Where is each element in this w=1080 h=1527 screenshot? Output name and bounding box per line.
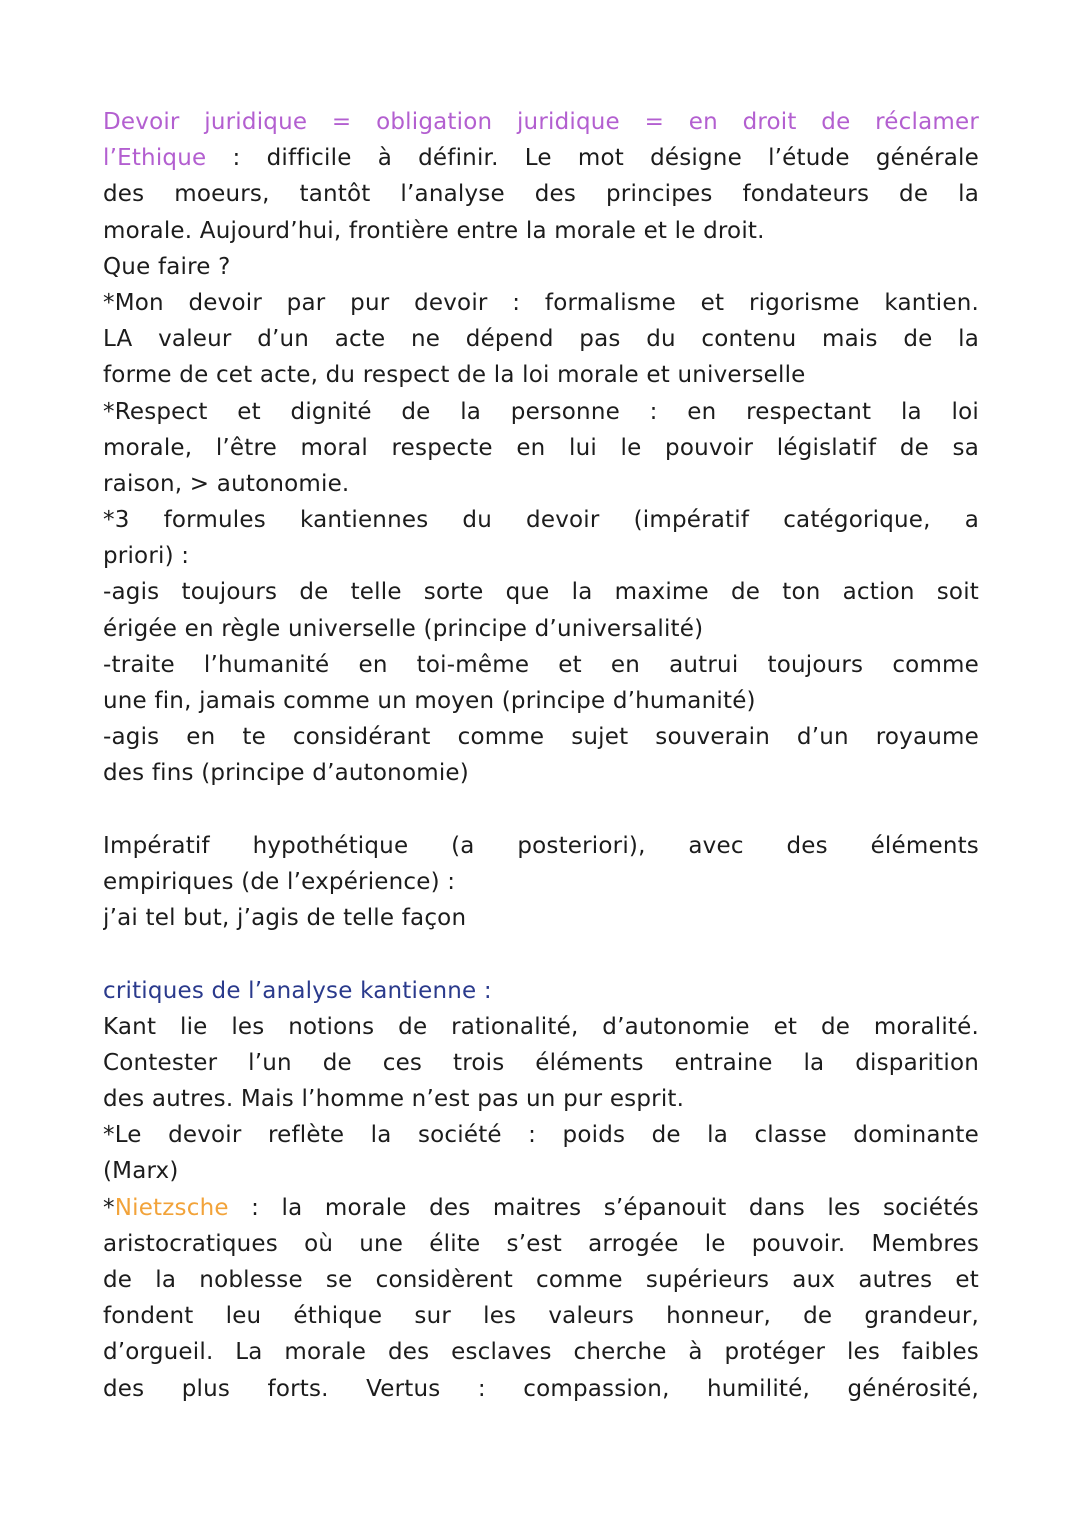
note-text: des moeurs, tantôt l’analyse des principes fondateurs de la [103,181,979,208]
note-line [103,647,979,683]
note-line [103,466,979,502]
note-text: Kant lie les notions de rationalité, d’autonomie et de moralité. [103,1013,979,1040]
note-line [103,1371,979,1407]
note-line [103,430,979,466]
note-line [103,285,979,321]
note-line [103,176,979,212]
highlighted-text: Devoir juridique = obligation juridique = en droit de réclamer [103,109,979,135]
note-line [103,1190,979,1226]
note-line [103,394,979,430]
note-text: des autres. Mais l’homme n’est pas un pur esprit. [103,1086,685,1113]
note-text: * [103,1194,115,1221]
note-text: de la noblesse se considèrent comme supérieurs aux autres et [103,1267,979,1293]
note-line [103,683,979,719]
note-line [103,1226,979,1262]
note-text: -agis en te considérant comme sujet souverain d’un royaume [103,724,979,751]
note-text: : difficile à définir. Le mot désigne l’étude générale [206,145,979,172]
note-text: *Mon devoir par pur devoir : formalisme et rigorisme kantien. [103,289,979,316]
note-text: raison, > autonomie. [103,470,350,497]
note-line [103,1334,979,1370]
handwritten-notes-page [103,104,979,1407]
note-text: Que faire ? [103,253,231,280]
note-line [103,502,979,538]
note-line [103,755,979,791]
note-line [103,213,979,249]
note-line [103,1153,979,1189]
note-line [103,140,979,176]
paragraph-gap [103,792,979,828]
note-text: fondent leu éthique sur les valeurs honneur, de grandeur, [103,1303,979,1330]
highlighted-text: l’Ethique [103,145,207,172]
note-line [103,104,979,140]
note-line [103,1262,979,1298]
note-text: une fin, jamais comme un moyen (principe d’humanité) [103,688,756,714]
note-text: j’ai tel but, j’agis de telle façon [103,905,467,932]
note-text: morale. Aujourd’hui, frontière entre la morale et le droit. [103,217,765,244]
note-line [103,611,979,647]
note-text: morale, l’être moral respecte en lui le pouvoir législatif de sa [103,434,979,461]
note-text: Contester l’un de ces trois éléments entraine la disparition [103,1049,979,1076]
note-line [103,574,979,610]
note-line [103,1298,979,1334]
note-text: érigée en règle universelle (principe d’universalité) [103,615,704,642]
paragraph-gap [103,936,979,972]
note-text: priori) : [103,543,190,570]
note-line [103,1081,979,1117]
note-line [103,1009,979,1045]
note-line [103,249,979,285]
note-line [103,357,979,393]
note-line [103,900,979,936]
note-line [103,1117,979,1153]
note-text: forme de cet acte, du respect de la loi morale et universelle [103,362,806,389]
highlighted-text: critiques de l’analyse kantienne : [103,977,492,1004]
note-line [103,1045,979,1081]
note-text: des fins (principe d’autonomie) [103,760,469,787]
note-text: aristocratiques où une élite s’est arrogée le pouvoir. Membres [103,1230,979,1257]
note-line [103,828,979,864]
note-line [103,864,979,900]
note-text: empiriques (de l’expérience) : [103,868,456,895]
note-text: -agis toujours de telle sorte que la maxime de ton action soit [103,579,979,606]
note-text: des plus forts. Vertus : compassion, humilité, générosité, [103,1375,979,1402]
note-text: *Le devoir reflète la société : poids de la classe dominante [103,1122,979,1149]
note-text: (Marx) [103,1158,179,1185]
note-line [103,973,979,1009]
note-line [103,321,979,357]
note-text: *Respect et dignité de la personne : en respectant la loi [103,398,979,425]
note-text: LA valeur d’un acte ne dépend pas du contenu mais de la [103,326,979,353]
note-text: -traite l’humanité en toi-même et en autrui toujours comme [103,651,979,678]
note-text: *3 formules kantiennes du devoir (impératif catégorique, a [103,507,979,534]
note-line [103,719,979,755]
note-line [103,538,979,574]
note-text: Impératif hypothétique (a posteriori), avec des éléments [103,832,979,859]
highlighted-text: Nietzsche [114,1194,229,1221]
note-text: d’orgueil. La morale des esclaves cherche à protéger les faibles [103,1339,979,1366]
note-text: : la morale des maitres s’épanouit dans les sociétés [228,1194,979,1221]
